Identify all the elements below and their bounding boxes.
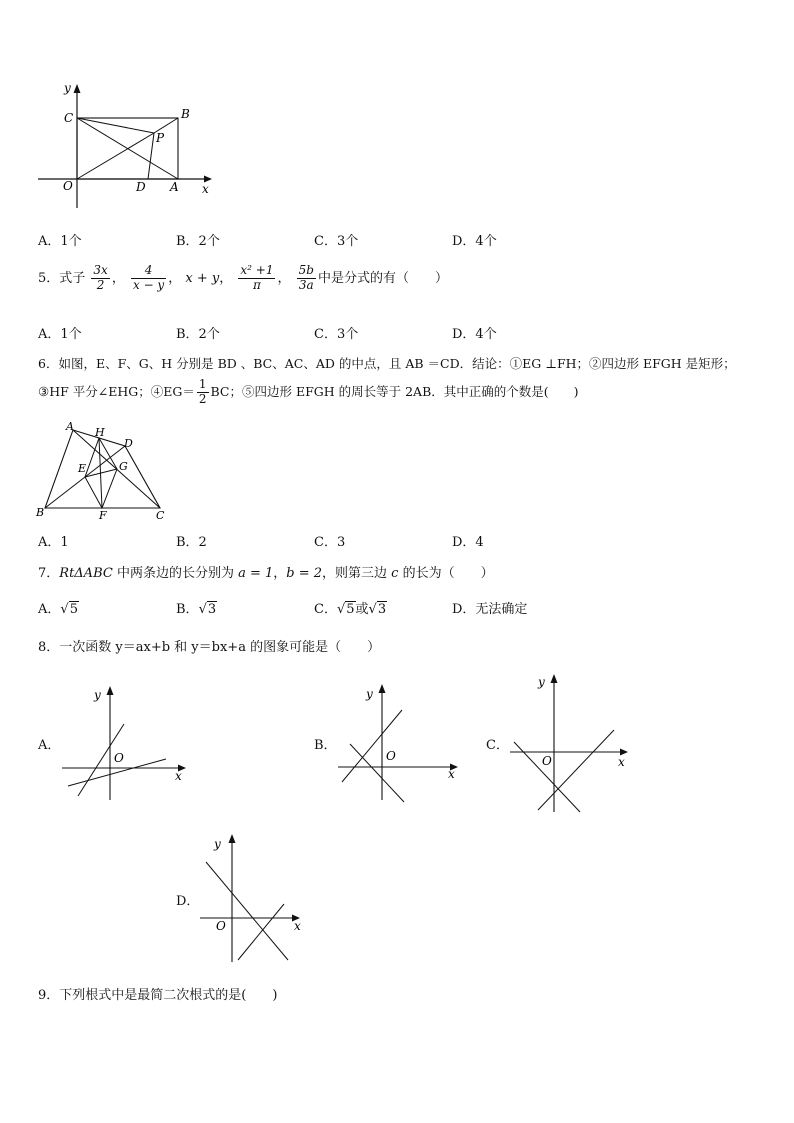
svg-text:O: O	[386, 749, 396, 763]
q6-label-G: G	[119, 460, 128, 473]
q4-option-b[interactable]: B．2个	[176, 234, 220, 249]
q8-option-a[interactable]: A．	[38, 738, 61, 753]
q5-tail: 中是分式的有（ ）	[317, 270, 448, 286]
q5-option-d[interactable]: D．4个	[452, 327, 497, 342]
q4-label-O: O	[63, 179, 73, 193]
question-6-line-1: 6．如图，E、F、G、H 分别是 BD 、BC、AC、AD 的中点，且 AB ＝CD．结论：①EG ⊥FH；②四边形 EFGH 是矩形；	[38, 356, 736, 371]
svg-text:y: y	[538, 675, 545, 689]
question-8: 8．一次函数 y＝ax+b 和 y＝bx+a 的图象可能是（ ）	[38, 640, 381, 655]
q6-fraction: $\frac{1}{2}$	[198, 377, 207, 406]
q6-label-A: A	[66, 420, 74, 433]
question-5: 5．式子 $\frac{3x}{2}$ ， $\frac{4}{x - y}$ ， x + y， $\frac{\text{x² +1}}{\pi}$ ， $\frac{5b}{3a}$ 中是分式的有（ ）	[38, 263, 448, 292]
question-9: 9．下列根式中是最简二次根式的是( )	[38, 988, 278, 1003]
q7-b: b = 2	[286, 566, 323, 581]
q7-option-b[interactable]: B．√3	[176, 602, 217, 617]
q7-triangle: RtΔABC	[59, 566, 113, 581]
q8-option-d[interactable]: D．	[176, 894, 200, 909]
svg-text:y: y	[214, 837, 221, 851]
q4-label-D: D	[136, 180, 146, 194]
q4-label-C: C	[64, 111, 74, 125]
question-6-line-2: ③HF 平分∠EHG；④EG＝ $\frac{1}{2}$ BC；⑤四边形 EFGH 的周长等于 2AB．其中正确的个数是( )	[38, 377, 579, 406]
svg-text:x: x	[175, 769, 182, 783]
q7-option-c[interactable]: C．√5或√3	[314, 602, 387, 617]
q6-label-F: F	[99, 509, 107, 522]
q8-option-b[interactable]: B．	[314, 738, 337, 753]
q4-label-y: y	[64, 81, 71, 95]
q4-option-a[interactable]: A．1个	[38, 234, 82, 249]
q5-expression-3: x + y	[185, 270, 220, 286]
q6-label-E: E	[78, 462, 87, 475]
q4-label-P: P	[156, 131, 165, 145]
q6-option-a[interactable]: A．1	[38, 535, 69, 550]
svg-text:x: x	[294, 919, 301, 933]
q7-a: a = 1	[238, 566, 274, 581]
q4-label-B: B	[181, 107, 190, 121]
q5-option-a[interactable]: A．1个	[38, 327, 82, 342]
q4-label-A: A	[170, 180, 179, 194]
q6-figure	[32, 420, 177, 522]
q4-label-x: x	[202, 182, 209, 196]
q4-option-c[interactable]: C．3个	[314, 234, 359, 249]
q8-graph-a	[62, 682, 192, 807]
svg-text:x: x	[618, 755, 625, 769]
q5-fraction-4: $\frac{\text{x² +1}}{\pi}$	[240, 263, 274, 292]
svg-text:O: O	[542, 754, 552, 768]
svg-text:x: x	[448, 767, 455, 781]
question-7: 7．RtΔABC 中两条边的长分别为 a = 1，b = 2，则第三边 c 的长为（ ）	[38, 566, 494, 581]
q7-option-a[interactable]: A．√5	[38, 602, 78, 617]
q4-figure	[30, 78, 220, 213]
q6-label-H: H	[95, 426, 105, 439]
q8-option-c[interactable]: C．	[486, 738, 509, 753]
svg-text:O: O	[216, 919, 226, 933]
q8-graph-d	[198, 832, 310, 967]
q8-graph-c	[510, 670, 640, 815]
q4-option-d[interactable]: D．4个	[452, 234, 497, 249]
q6-option-c[interactable]: C．3	[314, 535, 346, 550]
q6-option-d[interactable]: D．4	[452, 535, 484, 550]
svg-text:O: O	[114, 751, 124, 765]
q7-option-d[interactable]: D．无法确定	[452, 602, 528, 617]
q5-option-b[interactable]: B．2个	[176, 327, 220, 342]
q8-graph-b	[338, 680, 468, 805]
q6-label-C: C	[156, 509, 165, 522]
q5-fraction-2: $\frac{4}{x - y}$	[132, 263, 165, 292]
q5-number: 5．式子	[38, 270, 86, 286]
q6-label-D: D	[124, 437, 133, 450]
q5-fraction-5: $\frac{5b}{3a}$	[298, 263, 314, 292]
q6-option-b[interactable]: B．2	[176, 535, 207, 550]
svg-text:y: y	[94, 688, 101, 702]
svg-text:y: y	[366, 687, 373, 701]
q6-label-B: B	[36, 506, 45, 519]
q7-c: c	[391, 566, 399, 581]
q5-option-c[interactable]: C．3个	[314, 327, 359, 342]
q5-fraction-1: $\frac{3x}{2}$	[93, 263, 108, 292]
